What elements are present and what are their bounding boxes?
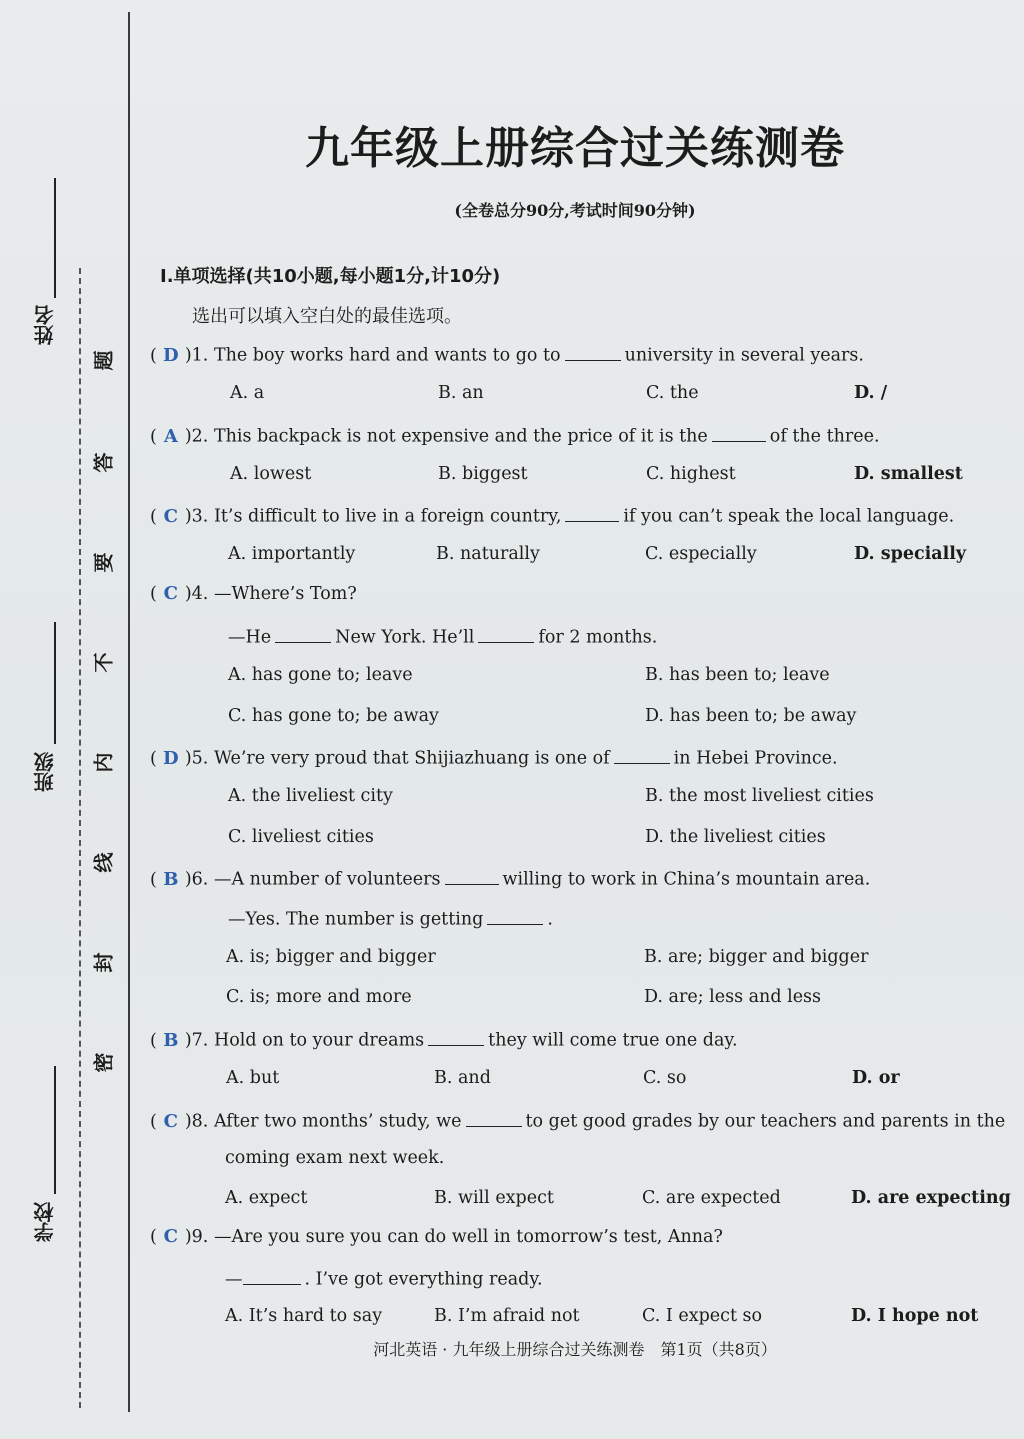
question-text: willing to work in China’s mountain area. <box>502 869 871 890</box>
option-d[interactable]: D. / <box>854 383 888 403</box>
option-c[interactable]: C. are expected <box>642 1188 781 1208</box>
school-label: 学校 <box>33 1202 57 1242</box>
question-1: ( D )1. The boy works hard and wants to go to university in several years. <box>150 342 864 366</box>
seal-char: 密 <box>91 1052 116 1073</box>
option-b[interactable]: B. an <box>438 383 484 403</box>
seal-char: 不 <box>91 652 116 673</box>
option-a[interactable]: A. It’s hard to say <box>225 1306 383 1326</box>
option-d[interactable]: D. are; less and less <box>644 987 822 1007</box>
option-a[interactable]: A. lowest <box>230 464 312 484</box>
option-a[interactable]: A. importantly <box>228 544 356 564</box>
option-a[interactable]: A. is; bigger and bigger <box>226 947 436 967</box>
answer-blank[interactable] <box>565 503 619 522</box>
answer-mark: D <box>163 344 179 366</box>
section-title: Ⅰ.单项选择(共10小题,每小题1分,计10分) <box>160 266 501 287</box>
answer-blank[interactable] <box>487 906 543 925</box>
option-d[interactable]: D. specially <box>854 544 967 564</box>
page-title: 九年级上册综合过关练测卷 <box>305 123 845 174</box>
answer-mark: C <box>163 1110 178 1132</box>
seal-char: 答 <box>91 452 116 473</box>
question-text: —A number of volunteers <box>213 869 441 890</box>
question-6: ( B )6. —A number of volunteers willing to work in China’s mountain area. <box>150 866 870 890</box>
answer-blank[interactable] <box>445 866 499 885</box>
option-c[interactable]: C. has gone to; be away <box>228 706 439 726</box>
question-text: for 2 months. <box>538 627 658 648</box>
option-c[interactable]: C. liveliest cities <box>228 827 374 847</box>
page-footer: 河北英语 · 九年级上册综合过关练测卷 第1页（共8页） <box>373 1340 777 1359</box>
question-7: ( B )7. Hold on to your dreams they will come true one day. <box>150 1027 738 1051</box>
option-b[interactable]: B. I’m afraid not <box>434 1306 580 1326</box>
question-text: The boy works hard and wants to go to <box>213 345 561 366</box>
seal-char: 内 <box>91 752 116 773</box>
option-a[interactable]: A. but <box>226 1068 280 1088</box>
option-c[interactable]: C. highest <box>646 464 736 484</box>
seal-char: 要 <box>91 552 116 573</box>
class-underline <box>54 622 56 744</box>
question-number: )5. <box>184 748 209 769</box>
question-number: )8. <box>184 1111 209 1132</box>
answer-blank[interactable] <box>275 624 331 643</box>
option-b[interactable]: B. the most liveliest cities <box>645 786 874 806</box>
option-b[interactable]: B. and <box>434 1068 491 1088</box>
question-5: ( D )5. We’re very proud that Shijiazhuang is one of in Hebei Province. <box>150 745 838 769</box>
option-c[interactable]: C. especially <box>645 544 757 564</box>
question-text: New York. He’ll <box>335 627 475 648</box>
option-b[interactable]: B. will expect <box>434 1188 554 1208</box>
question-text: . <box>547 909 553 930</box>
page-subtitle: (全卷总分90分,考试时间90分钟) <box>454 201 696 220</box>
option-d[interactable]: D. I hope not <box>851 1306 979 1326</box>
question-text: After two months’ study, we <box>213 1111 462 1132</box>
option-d[interactable]: D. has been to; be away <box>645 706 857 726</box>
option-d[interactable]: D. are expecting <box>851 1188 1011 1208</box>
option-c[interactable]: C. I expect so <box>642 1306 763 1326</box>
answer-mark: C <box>163 1226 178 1247</box>
answer-blank[interactable] <box>478 624 534 643</box>
question-9: ( C )9. —Are you sure you can do well in tomorrow’s test, Anna? <box>150 1226 723 1247</box>
option-c[interactable]: C. is; more and more <box>226 987 412 1007</box>
binding-line <box>128 12 130 1412</box>
question-text: . I’ve got everything ready. <box>304 1269 543 1290</box>
option-b[interactable]: B. are; bigger and bigger <box>644 947 869 967</box>
question-text: This backpack is not expensive and the price of it is the <box>213 426 708 447</box>
seal-dashed-line <box>79 268 81 1408</box>
question-number: )9. <box>184 1227 209 1247</box>
answer-mark: D <box>163 747 179 769</box>
question-2: ( A )2. This backpack is not expensive and the price of it is the of the three. <box>150 423 880 447</box>
question-4: ( C )4. —Where’s Tom? <box>150 583 357 604</box>
answer-blank[interactable] <box>712 423 766 442</box>
seal-char: 封 <box>91 952 116 973</box>
answer-mark: A <box>163 425 178 447</box>
section-instruction: 选出可以填入空白处的最佳选项。 <box>192 306 462 327</box>
question-4-line-2 <box>228 624 657 648</box>
question-text: We’re very proud that Shijiazhuang is one of <box>213 748 610 769</box>
name-underline <box>54 178 56 298</box>
question-text: of the three. <box>769 426 880 447</box>
option-c[interactable]: C. so <box>643 1068 687 1088</box>
option-b[interactable]: B. biggest <box>438 464 528 484</box>
question-text: —He <box>228 627 272 648</box>
question-number: )4. <box>184 584 209 604</box>
question-text: to get good grades by our teachers and parents in the <box>525 1111 1006 1132</box>
question-text: in Hebei Province. <box>673 748 838 769</box>
option-a[interactable]: A. the liveliest city <box>228 786 393 806</box>
answer-mark: C <box>163 583 178 604</box>
option-a[interactable]: A. expect <box>225 1188 308 1208</box>
question-8-line-2: coming exam next week. <box>225 1148 445 1168</box>
answer-blank[interactable] <box>466 1108 522 1127</box>
question-text: they will come true one day. <box>488 1030 738 1051</box>
answer-blank[interactable] <box>428 1027 484 1046</box>
option-b[interactable]: B. has been to; leave <box>645 665 830 685</box>
question-6-line-2 <box>228 906 553 930</box>
question-text: if you can’t speak the local language. <box>623 506 955 527</box>
option-b[interactable]: B. naturally <box>436 544 540 564</box>
question-3: ( C )3. It’s difficult to live in a foreign country, if you can’t speak the local language. <box>150 503 954 527</box>
option-c[interactable]: C. the <box>646 383 699 403</box>
option-d[interactable]: D. smallest <box>854 464 963 484</box>
question-number: )7. <box>184 1030 209 1051</box>
answer-blank[interactable] <box>243 1266 301 1285</box>
option-a[interactable]: A. a <box>230 383 265 403</box>
question-8: ( C )8. After two months’ study, we to get good grades by our teachers and parents in the <box>150 1108 1005 1132</box>
question-number: )6. <box>184 869 209 890</box>
question-number: )2. <box>184 426 209 447</box>
seal-char: 题 <box>91 350 116 371</box>
option-d[interactable]: D. the liveliest cities <box>645 827 826 847</box>
question-text: — <box>225 1269 243 1290</box>
answer-blank[interactable] <box>565 342 621 361</box>
answer-mark: B <box>163 1029 179 1051</box>
school-underline <box>54 1066 56 1194</box>
question-text: —Are you sure you can do well in tomorrow’s test, Anna? <box>213 1227 723 1247</box>
seal-char: 线 <box>91 852 116 873</box>
option-a[interactable]: A. has gone to; leave <box>228 665 413 685</box>
class-label: 班级 <box>33 752 57 792</box>
question-text: Hold on to your dreams <box>213 1030 425 1051</box>
question-number: )1. <box>184 345 209 366</box>
question-9-line-2 <box>225 1266 543 1290</box>
question-number: )3. <box>184 506 209 527</box>
name-label: 姓名 <box>33 305 57 345</box>
question-text: university in several years. <box>624 345 864 366</box>
question-text: It’s difficult to live in a foreign country, <box>213 506 562 527</box>
question-text: —Yes. The number is getting <box>228 909 484 930</box>
option-d[interactable]: D. or <box>852 1068 900 1088</box>
answer-mark: B <box>163 868 179 890</box>
question-text: —Where’s Tom? <box>213 584 357 604</box>
answer-blank[interactable] <box>614 745 670 764</box>
answer-mark: C <box>163 505 178 527</box>
